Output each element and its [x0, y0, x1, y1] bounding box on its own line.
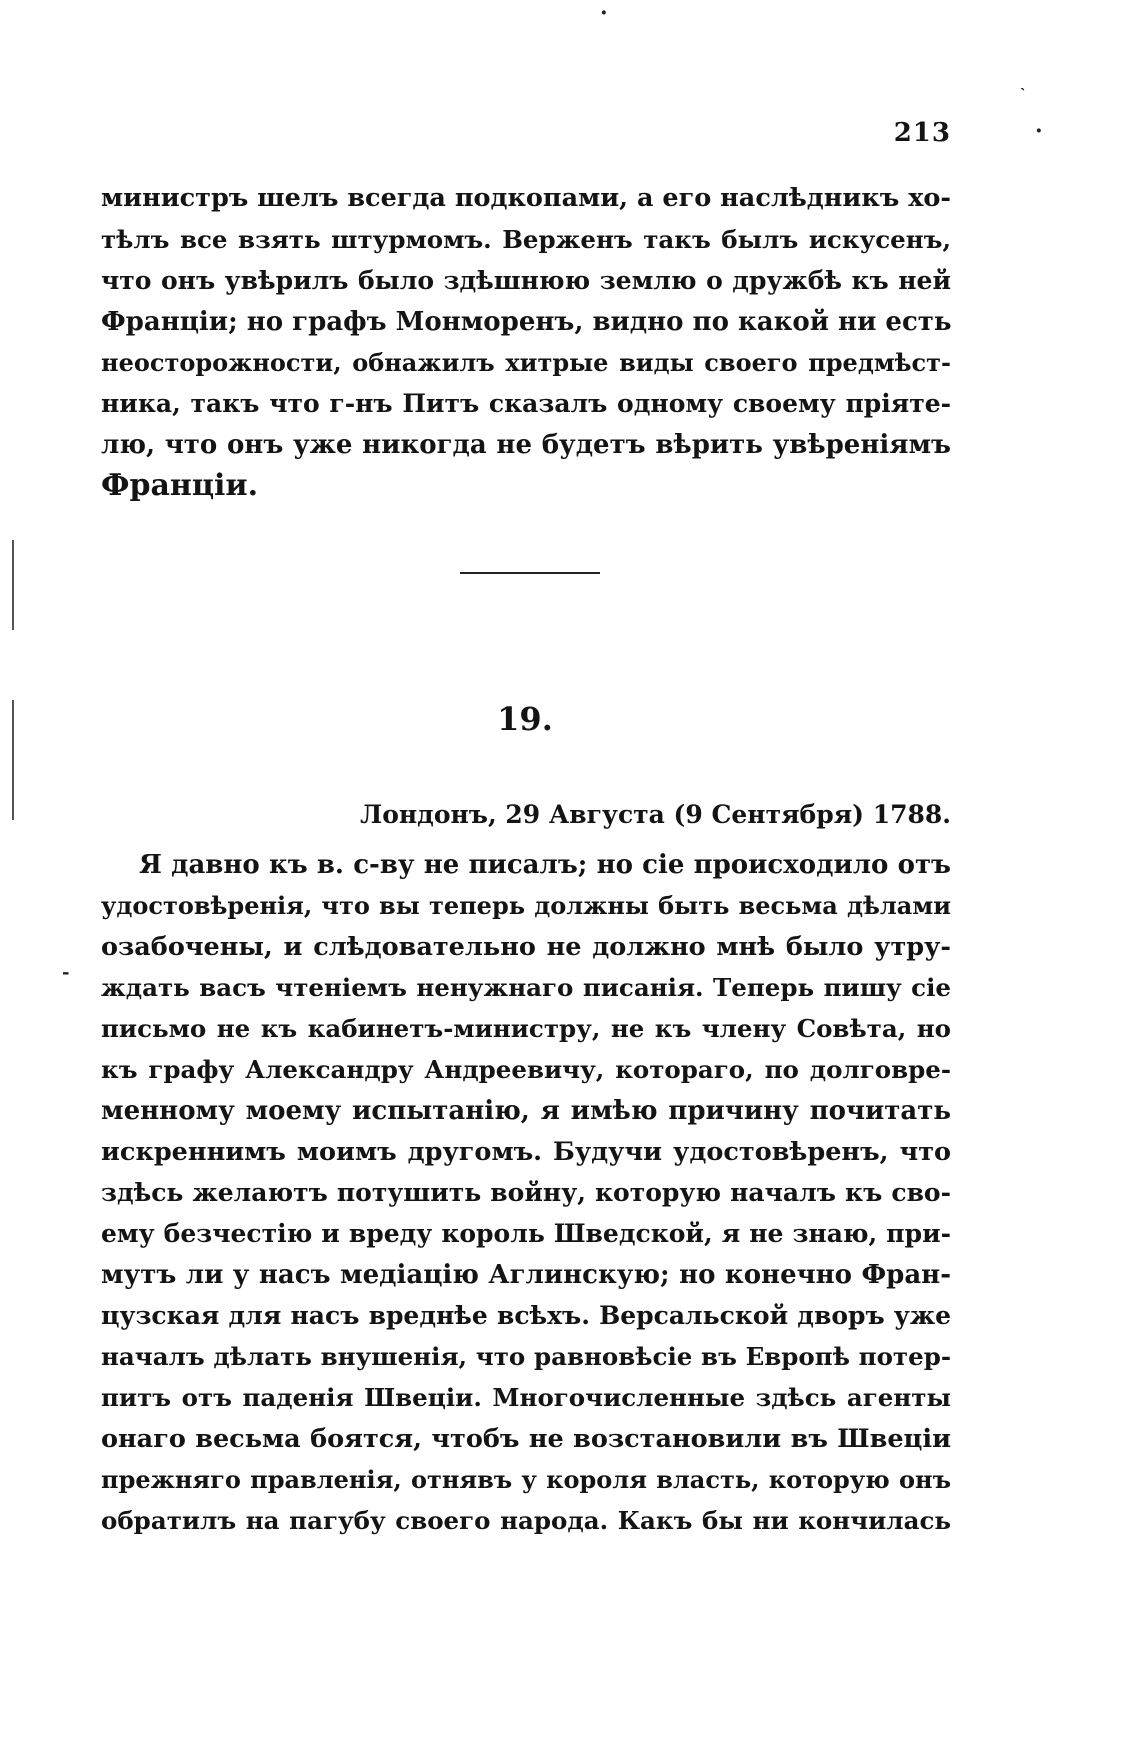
text-line: обратилъ на пагубу своего народа. Какъ бы ни кончилась [101, 1506, 951, 1535]
text-line: письмо не къ кабинетъ-министру, не къ члену Совѣта, но [101, 1014, 951, 1043]
letter-dateline: Лондонъ, 29 Августа (9 Сентября) 1788. [360, 800, 951, 829]
text-line: лю, что онъ уже никогда не будетъ вѣрить увѣреніямъ [101, 430, 951, 460]
page-number: 213 [893, 118, 951, 148]
text-line: прежняго правленія, отнявъ у короля власть, которую онъ [101, 1465, 951, 1494]
text-line: къ графу Александру Андреевичу, котораго, по долговре- [101, 1055, 951, 1084]
text-line: цузская для насъ вреднѣе всѣхъ. Версальской дворъ уже [101, 1301, 951, 1330]
text-line: ему безчестію и вреду король Шведской, я не знаю, при- [101, 1219, 951, 1248]
print-speck: · [600, 0, 608, 26]
text-line: ника, такъ что г-нъ Питъ сказалъ одному своему пріяте- [101, 389, 951, 418]
print-speck: ˎ [1020, 72, 1026, 91]
letter-number: 19. [497, 700, 553, 738]
text-line: тѣлъ все взять штурмомъ. Верженъ такъ былъ искусенъ, [101, 225, 951, 254]
text-line: питъ отъ паденія Швеціи. Многочисленные здѣсь агенты [101, 1383, 951, 1412]
text-line: неосторожности, обнажилъ хитрые виды своего предмѣст- [101, 348, 951, 377]
text-line: озабочены, и слѣдовательно не должно мнѣ было утру- [101, 932, 951, 962]
text-line: мутъ ли у насъ медіацію Аглинскую; но конечно Фран- [101, 1260, 951, 1290]
text-line: Я давно къ в. с-ву не писалъ; но сіе происходило отъ [139, 850, 951, 880]
text-line: онаго весьма боятся, чтобъ не возстановили въ Швеціи [101, 1424, 951, 1454]
text-line: менному моему испытанію, я имѣю причину почитать [101, 1096, 951, 1126]
text-line: здѣсь желаютъ потушить войну, которую началъ къ сво- [101, 1178, 951, 1207]
section-divider [460, 572, 600, 574]
print-speck: · [1035, 118, 1043, 144]
print-speck: - [62, 962, 70, 983]
text-line: Франціи; но графъ Монморенъ, видно по какой ни есть [101, 307, 952, 337]
text-line: искреннимъ моимъ другомъ. Будучи удостовѣренъ, что [101, 1137, 951, 1167]
text-line: началъ дѣлать внушенія, что равновѣсіе въ Европѣ потер- [101, 1342, 951, 1371]
text-line: министръ шелъ всегда подкопами, а его наслѣдникъ хо- [101, 183, 951, 213]
text-line: ждать васъ чтеніемъ ненужнаго писанія. Теперь пишу сіе [101, 973, 951, 1002]
text-line: удостовѣренія, что вы теперь должны быть весьма дѣлами [101, 891, 951, 920]
text-line: что онъ увѣрилъ было здѣшнюю землю о дружбѣ къ ней [101, 266, 951, 295]
margin-scan-mark [12, 540, 14, 630]
text-line: Франціи. [101, 468, 259, 503]
